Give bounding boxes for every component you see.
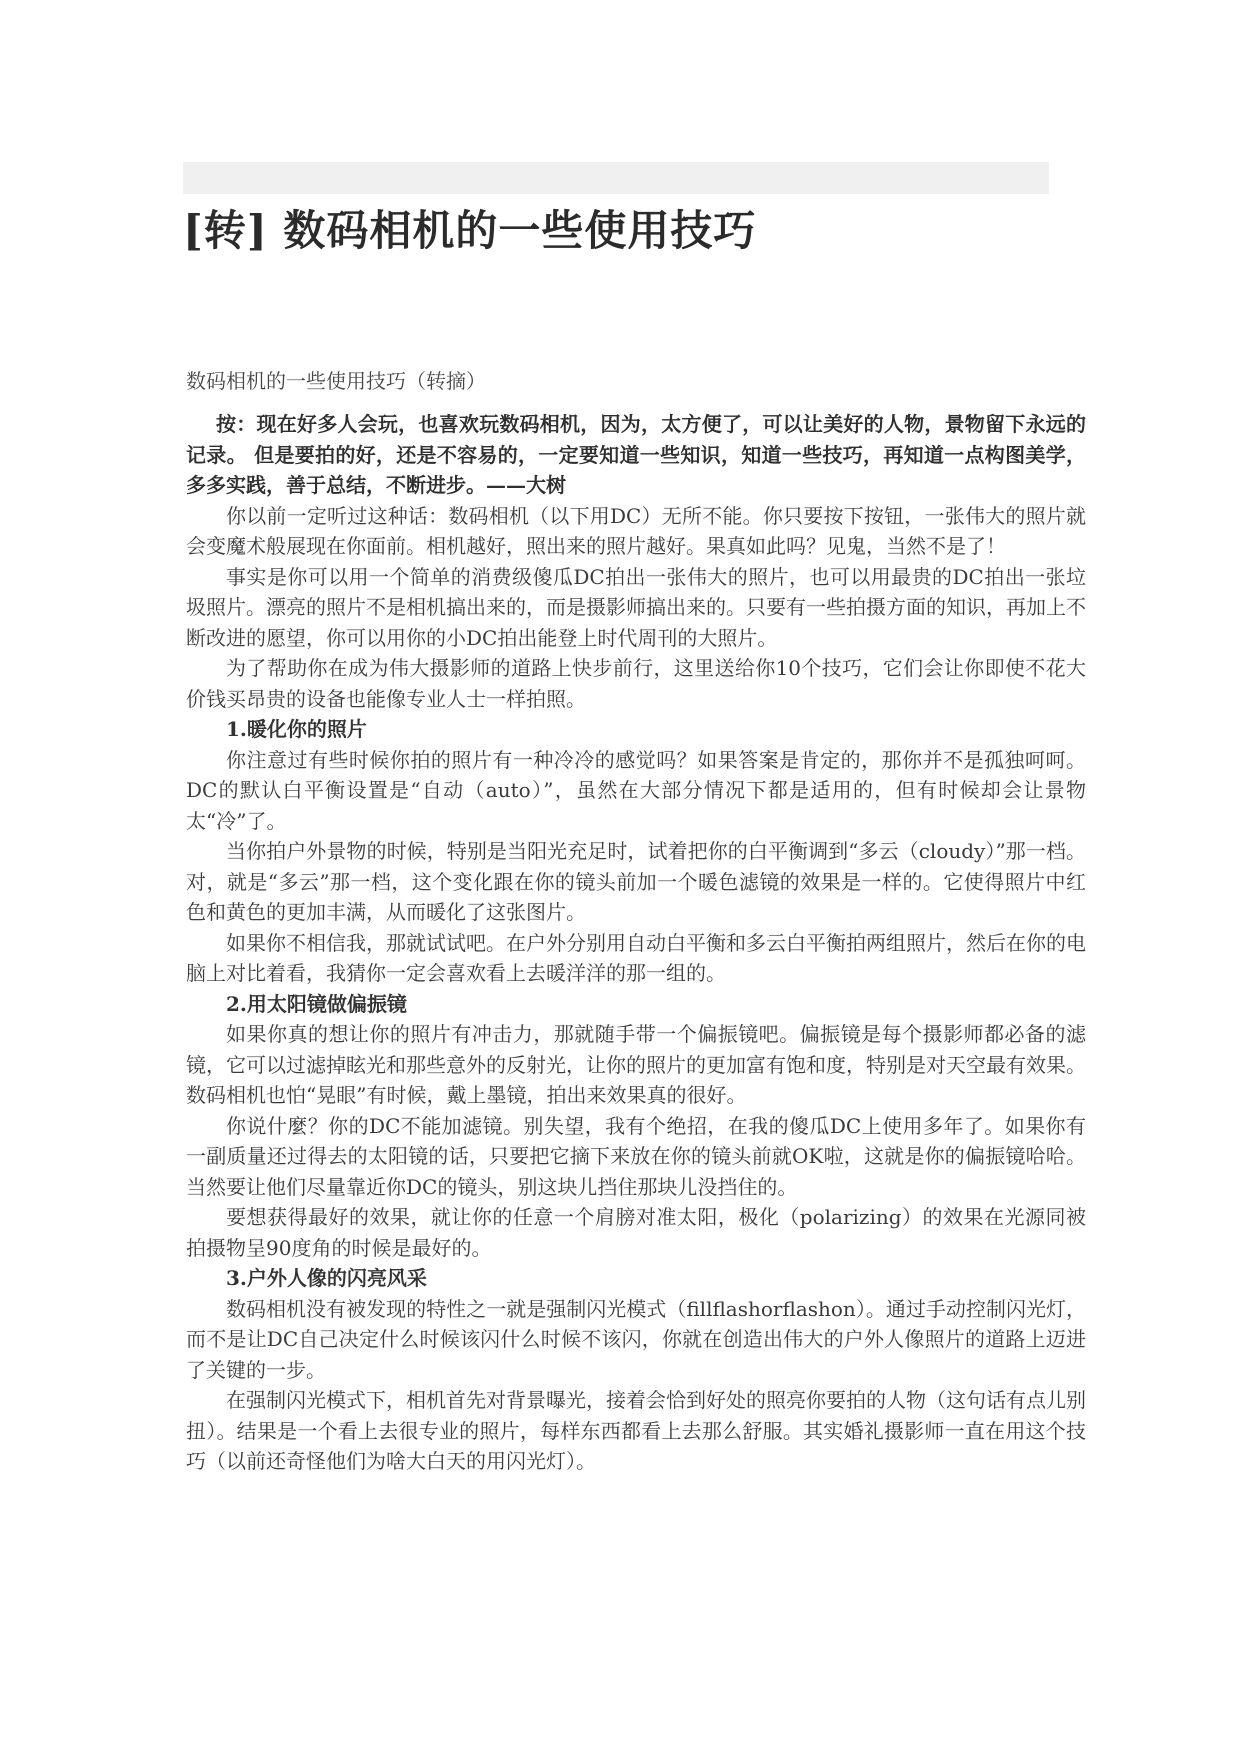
section-heading-2: 2.用太阳镜做偏振镜 bbox=[226, 991, 407, 1016]
intro-paragraph-1: 你以前一定听过这种话：数码相机（以下用DC）无所不能。你只要按下按钮，一张伟大的照片就会变魔术般展现在你面前。相机越好，照出来的照片越好。果真如此吗？见鬼，当然不是了！ bbox=[186, 503, 1086, 558]
section-heading-3: 3.户外人像的闪亮风采 bbox=[226, 1266, 427, 1290]
section-2-paragraph-2: 你说什麼？你的DC不能加滤镜。别失望，我有个绝招，在我的傻瓜DC上使用多年了。如果你有一副质量还过得去的太阳镜的话，只要把它摘下来放在你的镜头前就OK啦，这就是你的偏振镜哈哈。当然要让他们尽量靠近你DC的镜头，别这块儿挡住那块儿没挡住的。 bbox=[186, 1113, 1086, 1199]
article-body bbox=[186, 363, 1086, 1477]
section-3-paragraph-2: 在强制闪光模式下，相机首先对背景曝光，接着会恰到好处的照亮你要拍的人物（这句话有点儿别扭）。结果是一个看上去很专业的照片，每样东西都看上去那么舒服。其实婚礼摄影师一直在用这个技巧（以前还奇怪他们为啥大白天的用闪光灯）。 bbox=[186, 1388, 1086, 1473]
header-bar bbox=[183, 162, 1049, 194]
section-1-paragraph-1: 你注意过有些时候你拍的照片有一种冷冷的感觉吗？如果答案是肯定的，那你并不是孤独呵呵。DC的默认白平衡设置是“自动（auto）”，虽然在大部分情况下都是适用的，但有时候却会让景物太“冷”了。 bbox=[186, 747, 1086, 833]
section-3-paragraph-1: 数码相机没有被发现的特性之一就是强制闪光模式（fillflashorflashon）。通过手动控制闪光灯，而不是让DC自己决定什么时候该闪什么时候不该闪，你就在创造出伟大的户外人像照片的道路上迈进了关键的一步。 bbox=[186, 1296, 1086, 1382]
intro-paragraph-2: 事实是你可以用一个简单的消费级傻瓜DC拍出一张伟大的照片，也可以用最贵的DC拍出一张垃圾照片。漂亮的照片不是相机搞出来的，而是摄影师搞出来的。只要有一些拍摄方面的知识，再加上不断改进的愿望，你可以用你的小DC拍出能登上时代周刊的大照片。 bbox=[186, 564, 1086, 650]
section-heading-1: 1.暖化你的照片 bbox=[226, 717, 367, 741]
section-2-paragraph-1: 如果你真的想让你的照片有冲击力，那就随手带一个偏振镜吧。偏振镜是每个摄影师都必备的滤镜，它可以过滤掉眩光和那些意外的反射光，让你的照片的更加富有饱和度，特别是对天空最有效果。数码相机也怕“晃眼”有时候，戴上墨镜，拍出来效果真的很好。 bbox=[186, 1022, 1086, 1107]
section-2-paragraph-3: 要想获得最好的效果，就让你的任意一个肩膀对准太阳，极化（polarizing）的效果在光源同被拍摄物呈90度角的时候是最好的。 bbox=[186, 1205, 1086, 1260]
intro-paragraph-3: 为了帮助你在成为伟大摄影师的道路上快步前行，这里送给你10个技巧，它们会让你即使不花大价钱买昂贵的设备也能像专业人士一样拍照。 bbox=[186, 656, 1086, 711]
page-title: [转] 数码相机的一些使用技巧 bbox=[183, 206, 757, 255]
article-subtitle: 数码相机的一些使用技巧（转摘） bbox=[186, 369, 486, 393]
section-1-paragraph-3: 如果你不相信我，那就试试吧。在户外分别用自动白平衡和多云白平衡拍两组照片，然后在你的电脑上对比着看，我猜你一定会喜欢看上去暖洋洋的那一组的。 bbox=[186, 930, 1086, 985]
editor-note: 按：现在好多人会玩，也喜欢玩数码相机，因为，太方便了，可以让美好的人物，景物留下永远的记录。 但是要拍的好，还是不容易的，一定要知道一些知识，知道一些技巧，再知道一点构图美学，多多实践，善于总结，不断进步。——大树 bbox=[186, 412, 1086, 497]
section-1-paragraph-2: 当你拍户外景物的时候，特别是当阳光充足时，试着把你的白平衡调到“多云（cloudy）”那一档。对，就是“多云”那一档，这个变化跟在你的镜头前加一个暖色滤镜的效果是一样的。它使得照片中红色和黄色的更加丰满，从而暖化了这张图片。 bbox=[186, 839, 1086, 924]
